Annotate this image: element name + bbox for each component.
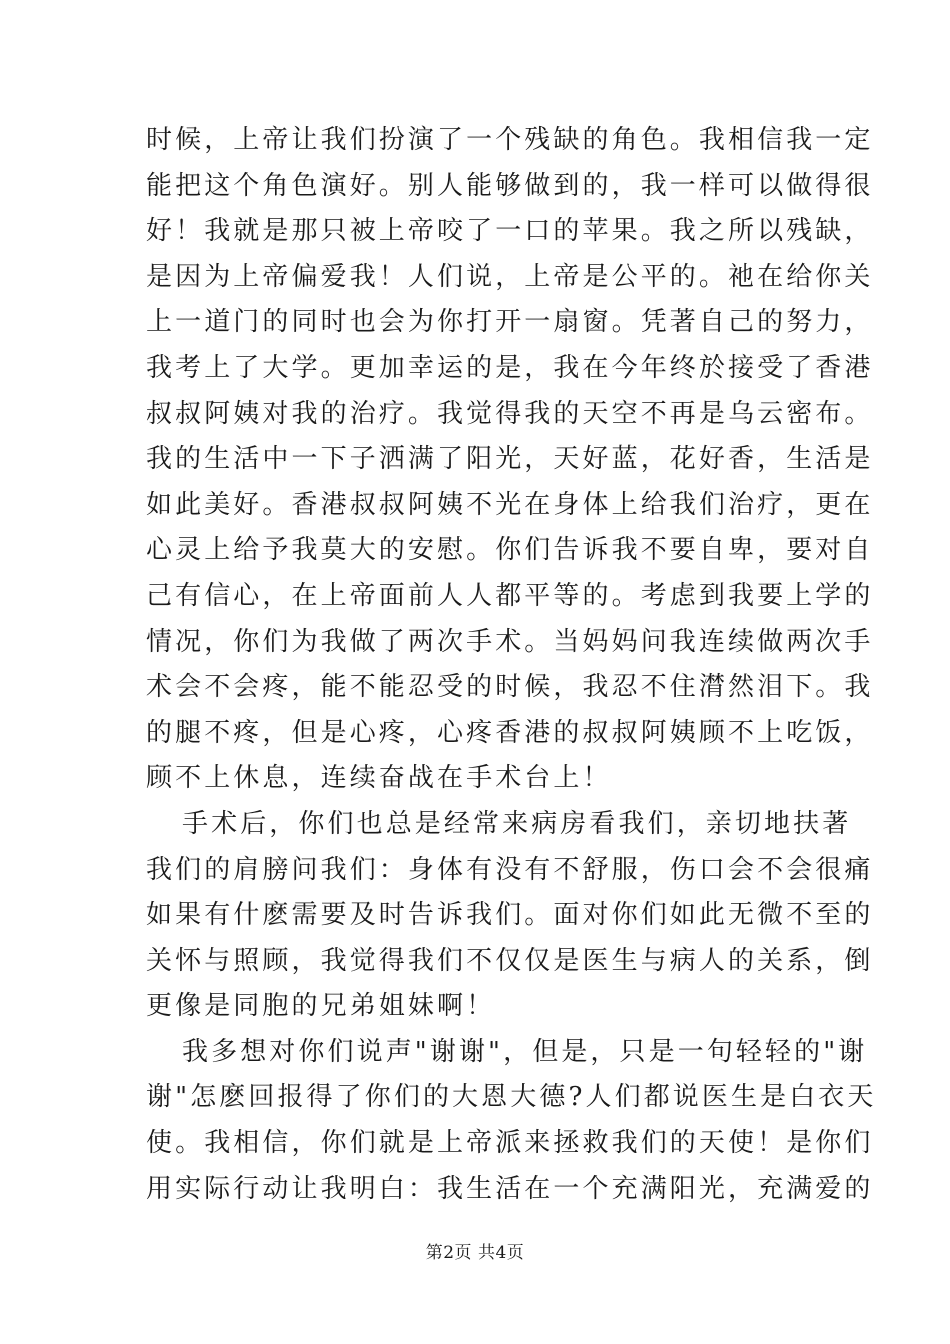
text-line: 如果有什麽需要及时告诉我们。面对你们如此无微不至的 (146, 900, 874, 931)
text-line: 术会不会疼，能不能忍受的时候，我忍不住潸然泪下。我 (146, 672, 874, 703)
paragraph-start-line: 我多想对你们说声"谢谢"，但是，只是一句轻轻的"谢 (182, 1036, 868, 1067)
text-line: 如此美好。香港叔叔阿姨不光在身体上给我们治疗，更在 (146, 489, 874, 520)
text-line: 好！我就是那只被上帝咬了一口的苹果。我之所以残缺， (146, 216, 874, 247)
text-line: 上一道门的同时也会为你打开一扇窗。凭著自己的努力， (146, 307, 874, 338)
text-line: 能把这个角色演好。别人能够做到的，我一样可以做得很 (146, 170, 874, 201)
text-line: 我的生活中一下子洒满了阳光，天好蓝，花好香，生活是 (146, 444, 874, 475)
text-line: 己有信心，在上帝面前人人都平等的。考虑到我要上学的 (146, 580, 874, 611)
text-line: 更像是同胞的兄弟姐妹啊！ (146, 991, 496, 1022)
text-line: 我考上了大学。更加幸运的是，我在今年终於接受了香港 (146, 352, 874, 383)
page-number-footer: 第2页 共4页 (425, 1243, 525, 1263)
text-line: 关怀与照顾，我觉得我们不仅仅是医生与病人的关系，倒 (146, 945, 874, 976)
text-line: 情况，你们为我做了两次手术。当妈妈问我连续做两次手 (146, 626, 874, 657)
paragraph-start-line: 手术后，你们也总是经常来病房看我们，亲切地扶著 (182, 808, 852, 839)
text-line: 的腿不疼，但是心疼，心疼香港的叔叔阿姨顾不上吃饭， (146, 717, 874, 748)
text-line: 谢"怎麽回报得了你们的大恩大德?人们都说医生是白衣天 (146, 1082, 877, 1113)
text-line: 叔叔阿姨对我的治疗。我觉得我的天空不再是乌云密布。 (146, 398, 874, 429)
text-line: 使。我相信，你们就是上帝派来拯救我们的天使！是你们 (146, 1128, 874, 1159)
text-line: 心灵上给予我莫大的安慰。你们告诉我不要自卑，要对自 (146, 535, 874, 566)
text-line: 顾不上休息，连续奋战在手术台上！ (146, 763, 612, 794)
text-line: 用实际行动让我明白：我生活在一个充满阳光，充满爱的 (146, 1173, 874, 1204)
text-line: 时候，上帝让我们扮演了一个残缺的角色。我相信我一定 (146, 125, 874, 155)
document-body (146, 118, 877, 1212)
text-line: 是因为上帝偏爱我！人们说，上帝是公平的。祂在给你关 (146, 261, 874, 292)
text-line: 我们的肩膀问我们：身体有没有不舒服，伤口会不会很痛 (146, 854, 874, 885)
